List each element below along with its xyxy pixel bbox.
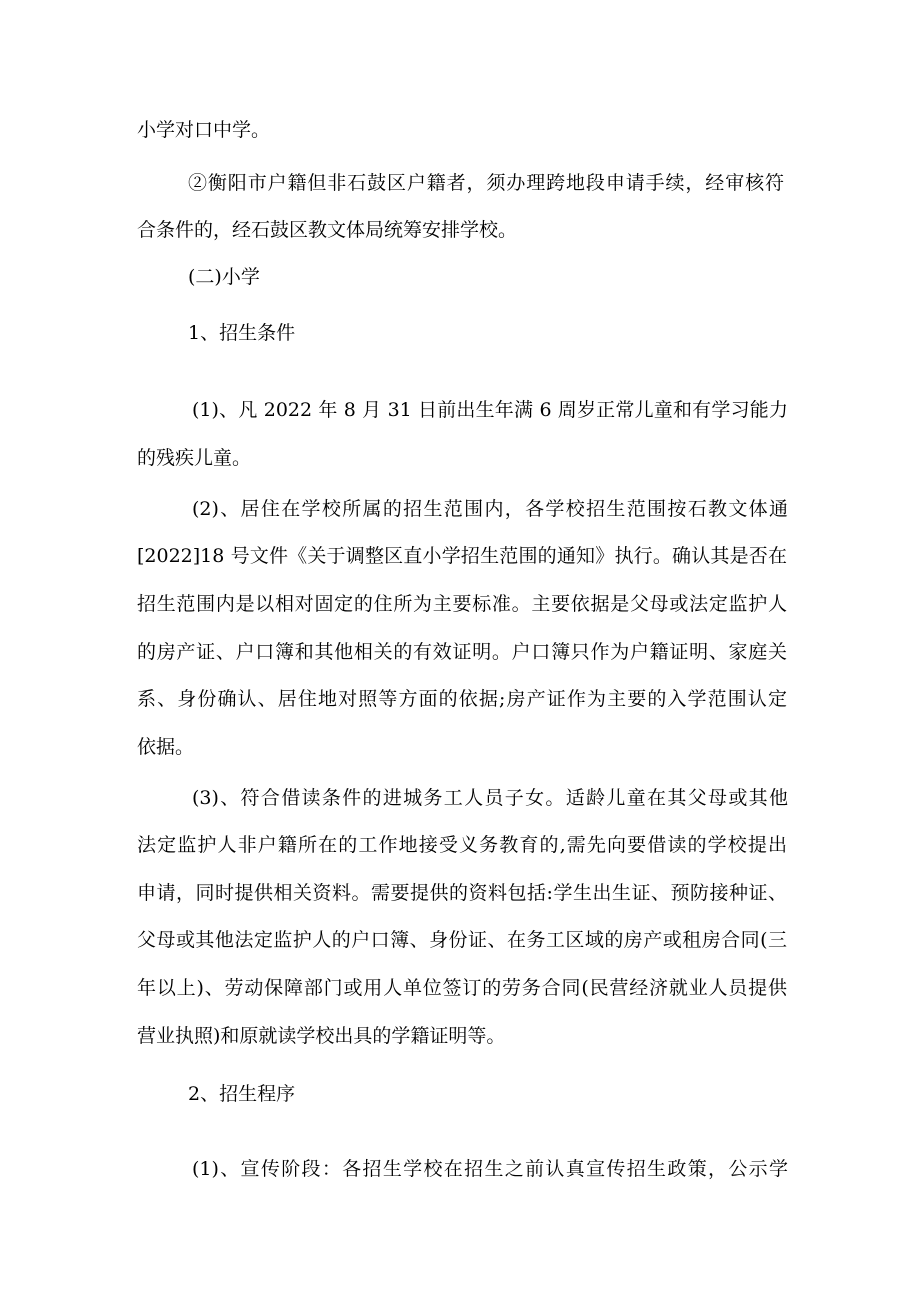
condition-1-line-1: (1)、凡 2022 年 8 月 31 日前出生年满 6 周岁正常儿童和有学习能力 [192,399,788,421]
subheading-enrollment-conditions: 1、招生条件 [188,322,296,344]
condition-2-line-4: 的房产证、户口簿和其他相关的有效证明。户口簿只作为户籍证明、家庭关 [137,641,787,663]
condition-2-line-1: (2)、居住在学校所属的招生范围内，各学校招生范围按石教文体通 [192,498,788,520]
subheading-enrollment-procedure: 2、招生程序 [188,1083,296,1105]
condition-2-line-6: 依据。 [137,736,195,758]
condition-2-line-5: 系、身份确认、居住地对照等方面的依据;房产证作为主要的入学范围认定 [137,688,787,710]
text-line-continuation: 小学对口中学。 [137,119,271,141]
condition-3-line-1: (3)、符合借读条件的进城务工人员子女。适龄儿童在其父母或其他 [192,787,788,809]
text-line-item-2-end: 合条件的，经石鼓区教文体局统筹安排学校。 [137,219,518,241]
condition-3-line-3: 申请，同时提供相关资料。需要提供的资料包括:学生出生证、预防接种证、 [137,882,787,904]
condition-1-line-2: 的残疾儿童。 [137,447,252,469]
section-heading-primary-school: (二)小学 [188,266,260,288]
condition-3-line-2: 法定监护人非户籍所在的工作地接受义务教育的,需先向要借读的学校提出 [137,834,787,856]
procedure-1-line-1: (1)、宣传阶段：各招生学校在招生之前认真宣传招生政策，公示学 [192,1158,788,1180]
text-line-item-2-start: ②衡阳市户籍但非石鼓区户籍者，须办理跨地段申请手续，经审核符 [188,172,784,194]
condition-2-line-3: 招生范围内是以相对固定的住所为主要标准。主要依据是父母或法定监护人 [137,593,787,615]
condition-3-line-4: 父母或其他法定监护人的户口簿、身份证、在务工区域的房产或租房合同(三 [137,929,787,951]
condition-3-line-5: 年以上)、劳动保障部门或用人单位签订的劳务合同(民营经济就业人员提供 [137,977,787,999]
condition-3-line-6: 营业执照)和原就读学校出具的学籍证明等。 [137,1025,506,1047]
condition-2-line-2: [2022]18 号文件《关于调整区直小学招生范围的通知》执行。确认其是否在 [137,545,787,567]
